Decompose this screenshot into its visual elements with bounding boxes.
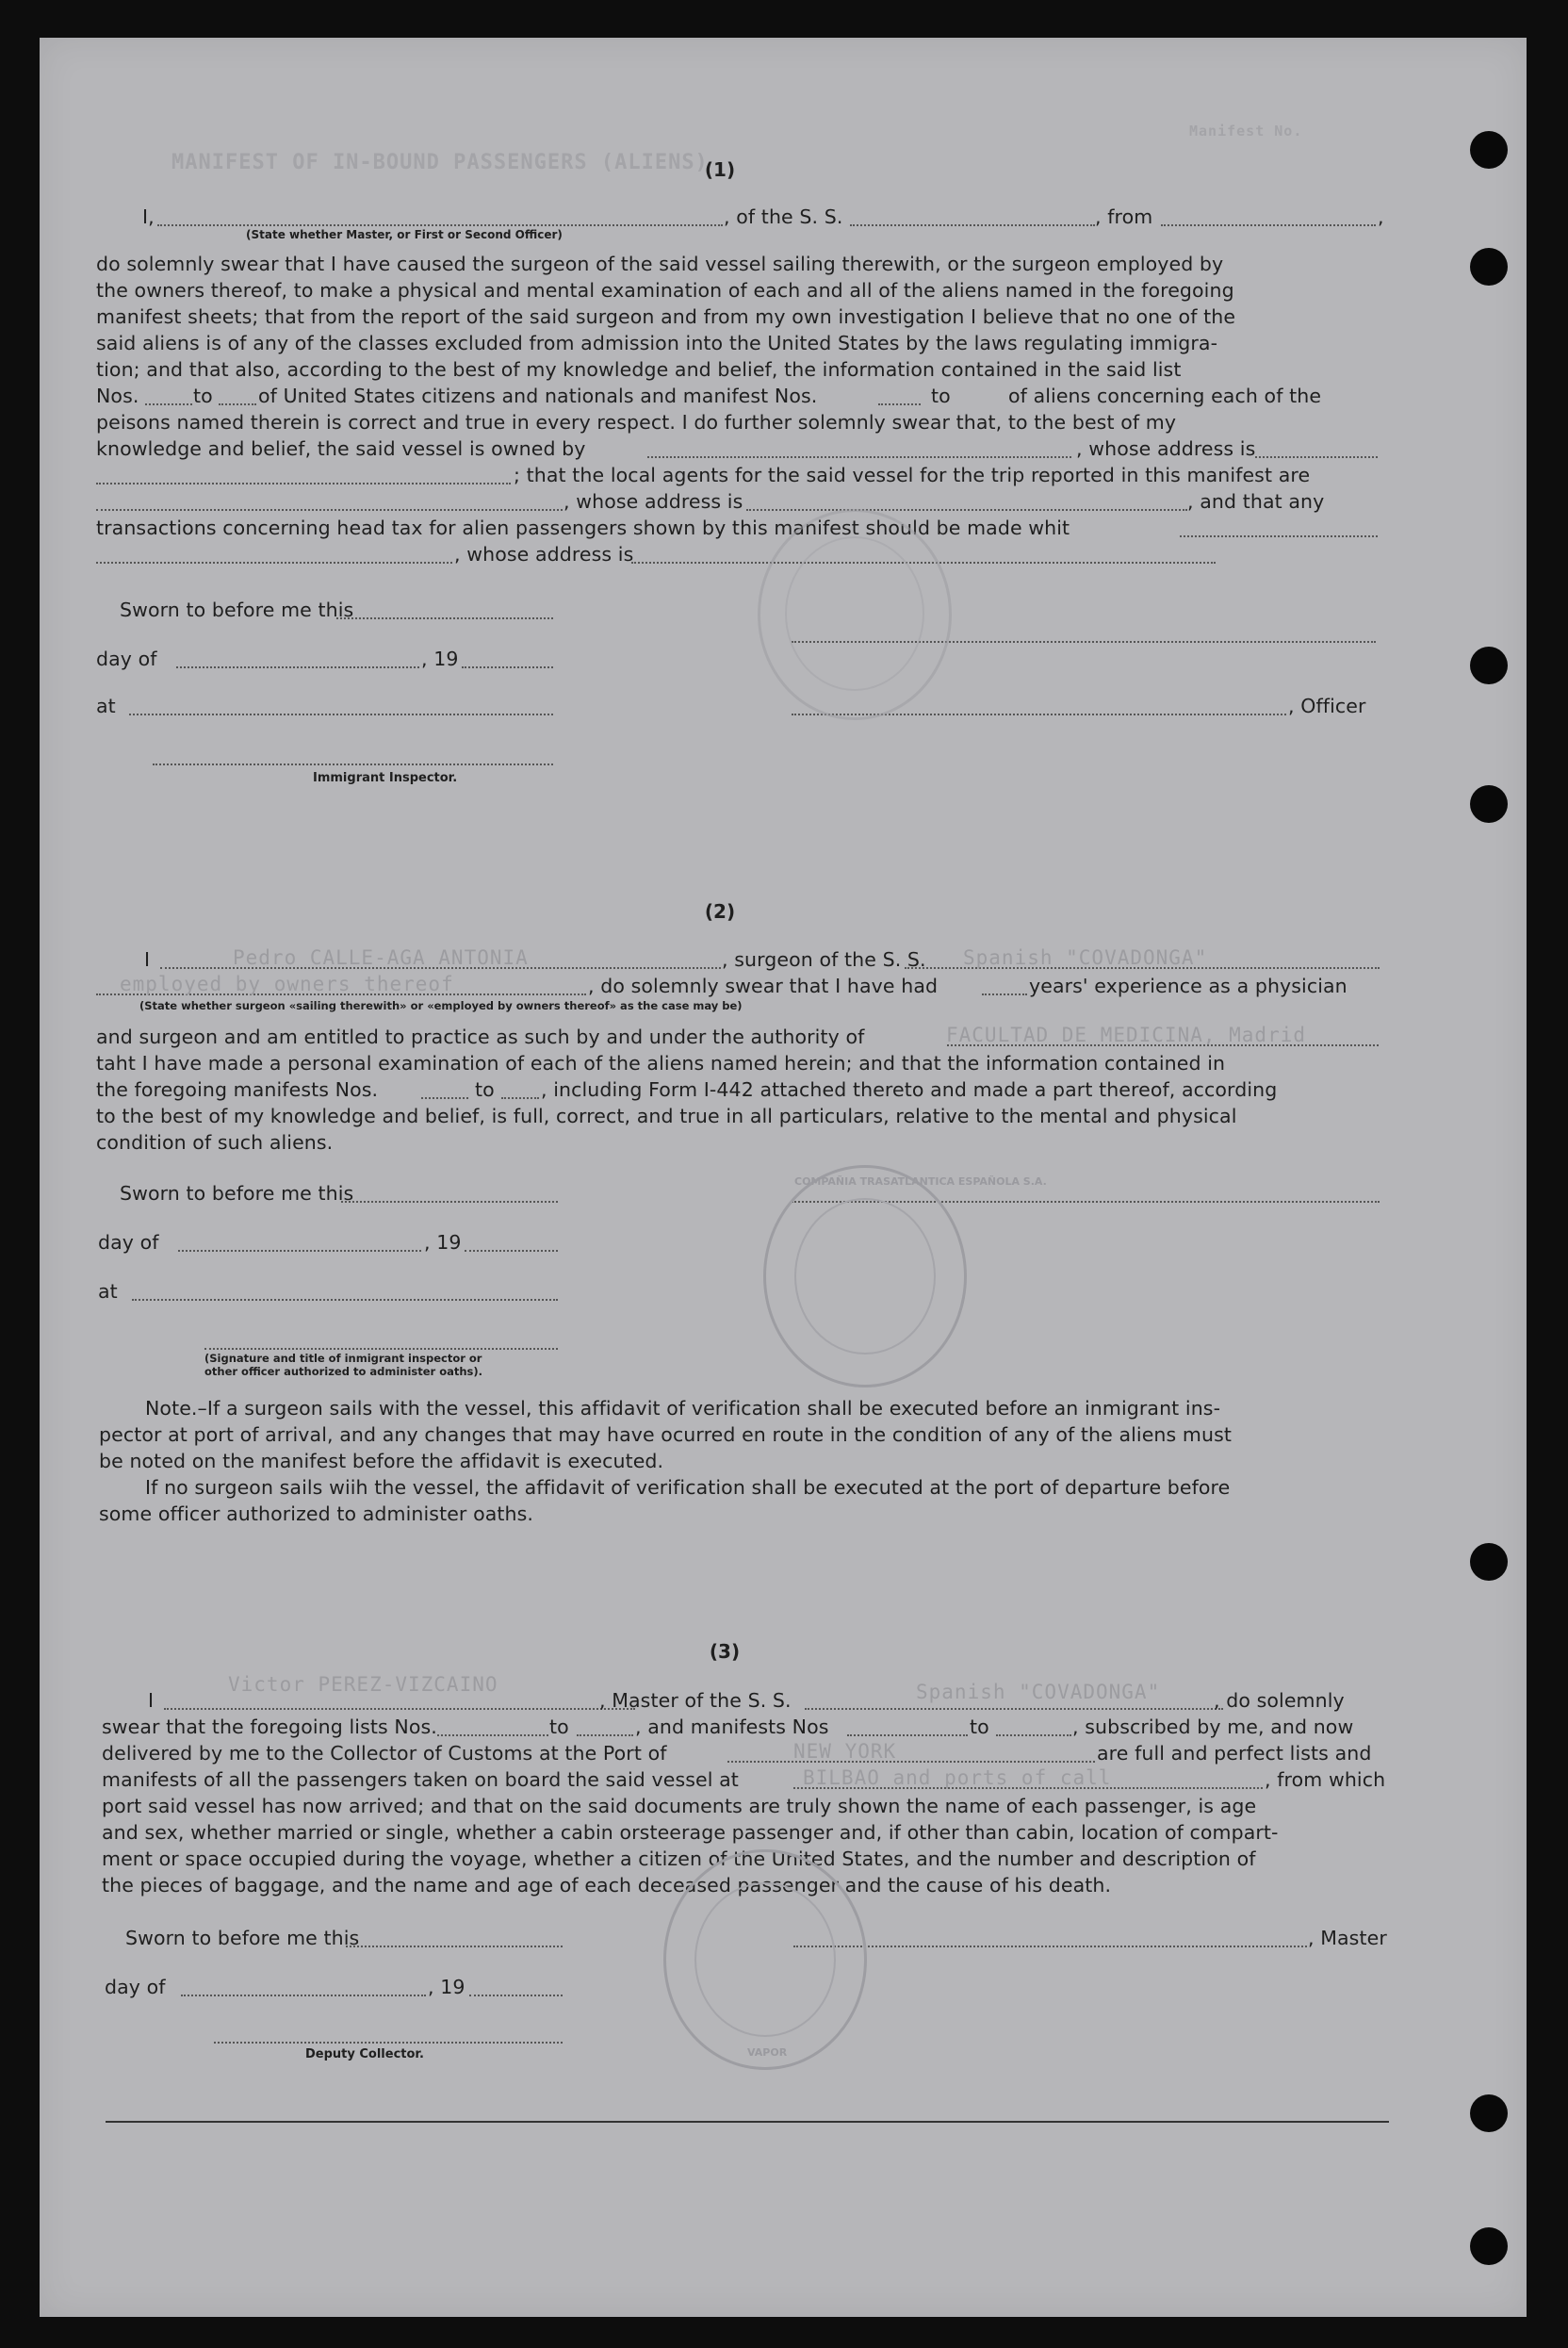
s2-para-line: to the best of my knowledge and belief, is full, correct, and true in all particulars, relative to the mental and physical [96,1105,1237,1127]
s2-note-line: If no surgeon sails wiih the vessel, the affidavit of verification shall be executed at the port of departure before [145,1476,1231,1499]
punch-hole [1470,2227,1508,2265]
punch-hole [1470,647,1508,684]
s3-manifests: , and manifests Nos [635,1716,829,1738]
s3-typed-name: Victor PEREZ-VIZCAINO [228,1673,498,1696]
s2-nineteen: , 19 [424,1231,462,1254]
s2-surgeon-of: , surgeon of the S. S. [722,948,926,971]
s1-state-note: (State whether Master, or First or Second Officer) [246,228,563,241]
s3-list-to-field[interactable] [577,1734,633,1736]
s3-list-from-field[interactable] [437,1734,548,1736]
s1-owned-by: knowledge and belief, the said vessel is owned by [96,437,586,460]
s1-inspector: Immigrant Inspector. [313,771,458,785]
s3-day-field[interactable] [181,1995,426,1996]
s1-nos: Nos. [96,385,139,407]
s3-year-field[interactable] [469,1995,563,1996]
s2-state-note: (State whether surgeon «sailing therewith» or «employed by owners thereof» as the case may be) [139,999,743,1012]
s2-authority: and surgeon and am entitled to practice as such by and under the authority of [96,1026,865,1048]
s1-owner-address-field-2[interactable] [96,483,511,484]
s3-subscribed: , subscribed by me, and now [1072,1716,1354,1738]
s2-i: I [144,948,151,971]
s1-year-field[interactable] [462,666,553,668]
s1-aliens-text: of aliens concerning each of the [1008,385,1322,407]
s1-i: I, [142,205,155,228]
s2-manifest-to-field[interactable] [501,1097,539,1099]
s1-owner-address-field[interactable] [1255,456,1378,458]
s3-to: to [549,1716,569,1738]
s2-sig-note-2: other officer authorized to administer oaths). [204,1365,483,1378]
s3-i: I [148,1689,155,1712]
s3-sworn-field[interactable] [346,1946,563,1947]
s2-note-line: be noted on the manifest before the affidavit is executed. [99,1450,664,1472]
s1-para-line: said aliens is of any of the classes excluded from admission into the United States by the laws regulating immigra- [96,332,1218,354]
s1-vessel-field[interactable] [850,224,1095,226]
punch-hole [1470,1543,1508,1581]
s3-master: , Master [1308,1927,1387,1949]
s1-whose-address: , whose address is [1076,437,1256,460]
s3-manifest-from-field[interactable] [847,1734,968,1736]
s1-from: , from [1095,205,1153,228]
s2-note-line: Note.–If a surgeon sails with the vessel, this affidavit of verification shall be executed before an inmigrant ins- [145,1397,1221,1420]
s1-head-tax-field[interactable] [1180,535,1378,537]
s3-port-field[interactable] [727,1761,1095,1763]
s1-head-tax-field-2[interactable] [96,562,452,564]
s1-head-tax: transactions concerning head tax for alien passengers shown by this manifest should be made whit [96,517,1070,539]
s1-day-field[interactable] [176,666,419,668]
s2-to: to [475,1078,495,1101]
s3-deputy: Deputy Collector. [305,2047,424,2061]
seal-text: COMPAÑIA TRASATLANTICA ESPAÑOLA S.A. [794,1175,1047,1188]
s1-owner-field[interactable] [647,456,1071,458]
s1-officer: , Officer [1288,695,1366,717]
punch-hole [1470,248,1508,286]
s1-manifest-from-field[interactable] [878,403,921,405]
s3-master-name-field[interactable] [164,1708,635,1710]
s1-agents-address: , whose address is [564,490,743,513]
s1-officer-field[interactable] [157,224,723,226]
s3-vessel-field[interactable] [805,1708,1223,1710]
s1-whose-address-2: , whose address is [454,543,634,566]
seal-stamp [758,509,952,720]
s1-para-line: peisons named therein is correct and true in every respect. I do further solemnly swear that, to the best of my [96,411,1177,434]
s2-day-of: day of [98,1231,159,1254]
s1-sworn: Sworn to before me this [120,599,354,621]
s1-para-line: tion; and that also, according to the best of my knowledge and belief, the information contained in the said list [96,358,1182,381]
s3-typed-ship: Spanish "COVADONGA" [916,1681,1161,1703]
s2-sworn: Sworn to before me this [120,1182,354,1205]
s2-year-field[interactable] [465,1250,558,1252]
s3-solemnly: , do solemnly [1214,1689,1345,1712]
s3-day-of: day of [105,1976,166,1998]
s1-agents-address-field[interactable] [746,509,1187,511]
s2-years: years' experience as a physician [1029,975,1348,997]
s1-to: to [193,385,213,407]
s1-agents-field[interactable] [96,509,563,511]
ghost-manifest-no: Manifest No. [1189,123,1303,140]
s1-at-field[interactable] [129,714,553,715]
s3-delivered: delivered by me to the Collector of Customs at the Port of [102,1742,667,1765]
s3-sworn: Sworn to before me this [125,1927,360,1949]
s1-para-line: do solemnly swear that I have caused the surgeon of the said vessel sailing therewith, or the surgeon employed by [96,253,1224,275]
s2-including: , including Form I-442 attached thereto and made a part thereof, according [541,1078,1278,1101]
s2-note-line: some officer authorized to administer oaths. [99,1502,534,1525]
s2-para-line: taht I have made a personal examination of each of the aliens named herein; and that the information contained in [96,1052,1226,1075]
s1-sworn-field[interactable] [336,617,553,619]
punch-hole [1470,131,1508,169]
s1-list-from-field[interactable] [145,403,192,405]
s3-swear: swear that the foregoing lists Nos. [102,1716,437,1738]
s1-of-ss: , of the S. S. [724,205,843,228]
document-sheet [40,38,1527,2317]
s2-manifest-from-field[interactable] [421,1097,468,1099]
s1-and-that: , and that any [1187,490,1325,513]
s1-nineteen: , 19 [421,648,459,670]
s2-inspector-line[interactable] [204,1348,558,1350]
s2-note-line: pector at port of arrival, and any changes that may have ocurred en route in the condition of any of the aliens must [99,1423,1233,1446]
s1-citizens-text: of United States citizens and nationals and manifest Nos. [258,385,818,407]
punch-hole [1470,2094,1508,2132]
seal-text-bottom: VAPOR [747,2046,788,2059]
s1-local-agents: ; that the local agents for the said vessel for the trip reported in this manifest are [514,464,1311,486]
s1-para-line: manifest sheets; that from the report of the said surgeon and from my own investigation I believe that no one of the [96,305,1236,328]
s2-sig-note-1: (Signature and title of inmigrant inspector or [204,1352,482,1365]
s1-from-field[interactable] [1161,224,1376,226]
s3-typed-departure: BILBAO and ports of call [803,1766,1112,1789]
s2-typed-status: employed by owners thereof [120,973,454,995]
s3-manifest-to-field[interactable] [996,1734,1071,1736]
s3-typed-port: NEW YORK [793,1740,897,1763]
s2-typed-authority: FACULTAD DE MEDICINA, Madrid [946,1024,1307,1046]
s3-perfect-lists: are full and perfect lists and [1097,1742,1372,1765]
section2-heading: (2) [704,900,736,923]
s2-swear: , do solemnly swear that I have had [588,975,939,997]
s2-para-line: condition of such aliens. [96,1131,334,1154]
s2-day-field[interactable] [178,1250,421,1252]
s1-para-line: the owners thereof, to make a physical and mental examination of each and all of the aliens named in the foregoing [96,279,1234,302]
section1-heading: (1) [704,158,736,181]
s1-to2: to [931,385,951,407]
section3-heading: (3) [709,1640,741,1663]
s1-at: at [96,695,116,717]
s3-master-of: , Master of the S. S. [599,1689,792,1712]
s3-from-which: , from which [1265,1768,1386,1791]
s2-typed-name: Pedro CALLE-AGA ANTONIA [233,946,529,969]
s3-para-line: the pieces of baggage, and the name and age of each deceased passenger and the cause of his death. [102,1874,1112,1896]
s2-at: at [98,1280,118,1303]
s2-manifests: the foregoing manifests Nos. [96,1078,379,1101]
s3-para-line: and sex, whether married or single, whether a cabin orsteerage passenger and, if other than cabin, location of compart- [102,1821,1279,1844]
company-seal-stamp [763,1165,1047,1387]
ghost-manifest-title: MANIFEST OF IN-BOUND PASSENGERS (ALIENS) [172,151,709,174]
s3-para-line: port said vessel has now arrived; and that on the said documents are truly shown the name of each passenger, is age [102,1795,1257,1817]
s2-typed-ship: Spanish "COVADONGA" [963,946,1208,969]
company-seal-stamp-2 [663,1849,867,2070]
s2-sworn-field[interactable] [341,1201,558,1203]
s3-nineteen: , 19 [428,1976,466,1998]
s3-deputy-line[interactable] [214,2042,563,2044]
s3-para-line: ment or space occupied during the voyage, whether a citizen of the United States, and the number and description of [102,1847,1256,1870]
s3-master-signature-line[interactable] [793,1946,1307,1947]
s2-at-field[interactable] [132,1299,558,1301]
s1-list-to-field[interactable] [219,403,256,405]
s2-years-field[interactable] [982,993,1027,995]
s1-day-of: day of [96,648,157,670]
bottom-rule [106,2121,1389,2123]
s1-inspector-line[interactable] [153,764,553,765]
s3-to2: to [970,1716,989,1738]
s1-comma: , [1378,205,1384,228]
punch-hole [1470,785,1508,823]
s3-manifests-all: manifests of all the passengers taken on board the said vessel at [102,1768,739,1791]
